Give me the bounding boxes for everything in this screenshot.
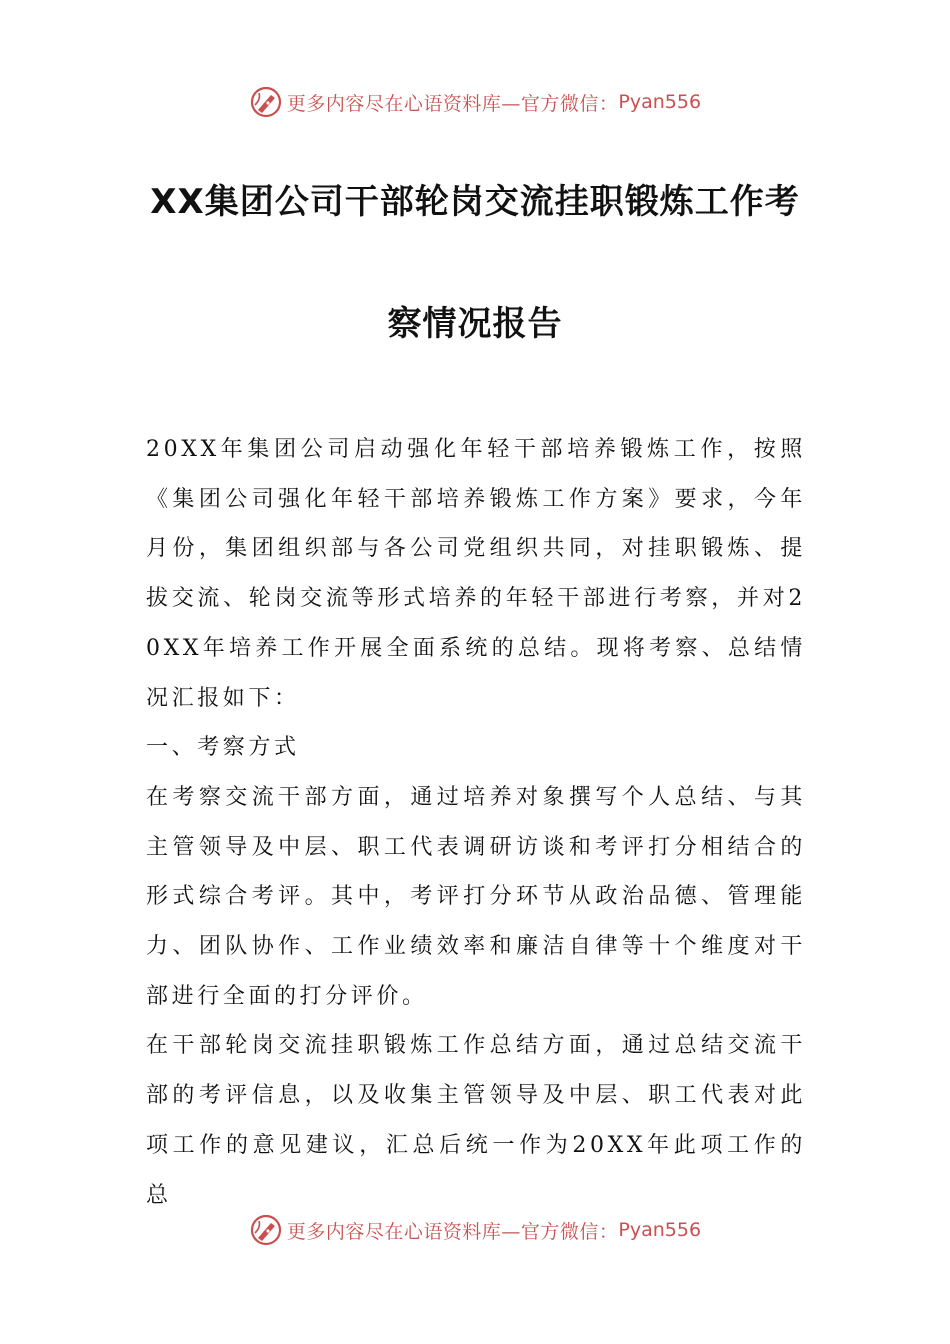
document-title-line2: 察情况报告 [387, 304, 563, 344]
watermark-text: 更多内容尽在心语资料库—官方微信： [286, 92, 619, 115]
watermark-handle: Pyan556 [618, 1219, 702, 1241]
footer-watermark [0, 1210, 950, 1250]
document-title-line1: XX集团公司干部轮岗交流挂职锻炼工作考 [150, 182, 800, 222]
header-watermark [0, 82, 950, 122]
paragraph-intro: 20XX年集团公司启动强化年轻干部培养锻炼工作，按照《集团公司强化年轻干部培养锻炼工作方案》要求，今年月份，集团组织部与各公司党组织共同，对挂职锻炼、提拔交流、轮岗交流等形式培养的年轻干部进行考察，并对20XX年培养工作开展全面系统的总结。现将考察、总结情况汇报如下： [146, 437, 806, 711]
paragraph-inspection: 在考察交流干部方面，通过培养对象撰写个人总结、与其主管领导及中层、职工代表调研访谈和考评打分相结合的形式综合考评。其中，考评打分环节从政治品德、管理能力、团队协作、工作业绩效率和廉洁自律等十个维度对干部进行全面的打分评价。 [146, 784, 806, 1009]
paragraph-summary: 在干部轮岗交流挂职锻炼工作总结方面，通过总结交流干部的考评信息，以及收集主管领导及中层、职工代表对此项工作的意见建议，汇总后统一作为20XX年此项工作的总 [146, 1033, 806, 1208]
watermark-handle: Pyan556 [618, 91, 702, 113]
watermark-text: 更多内容尽在心语资料库—官方微信： [286, 1220, 619, 1243]
pen-nib-circle-icon [249, 85, 283, 119]
document-body [146, 425, 806, 1220]
pen-nib-circle-icon [249, 1213, 283, 1247]
section-heading: 一、考察方式 [146, 735, 300, 761]
